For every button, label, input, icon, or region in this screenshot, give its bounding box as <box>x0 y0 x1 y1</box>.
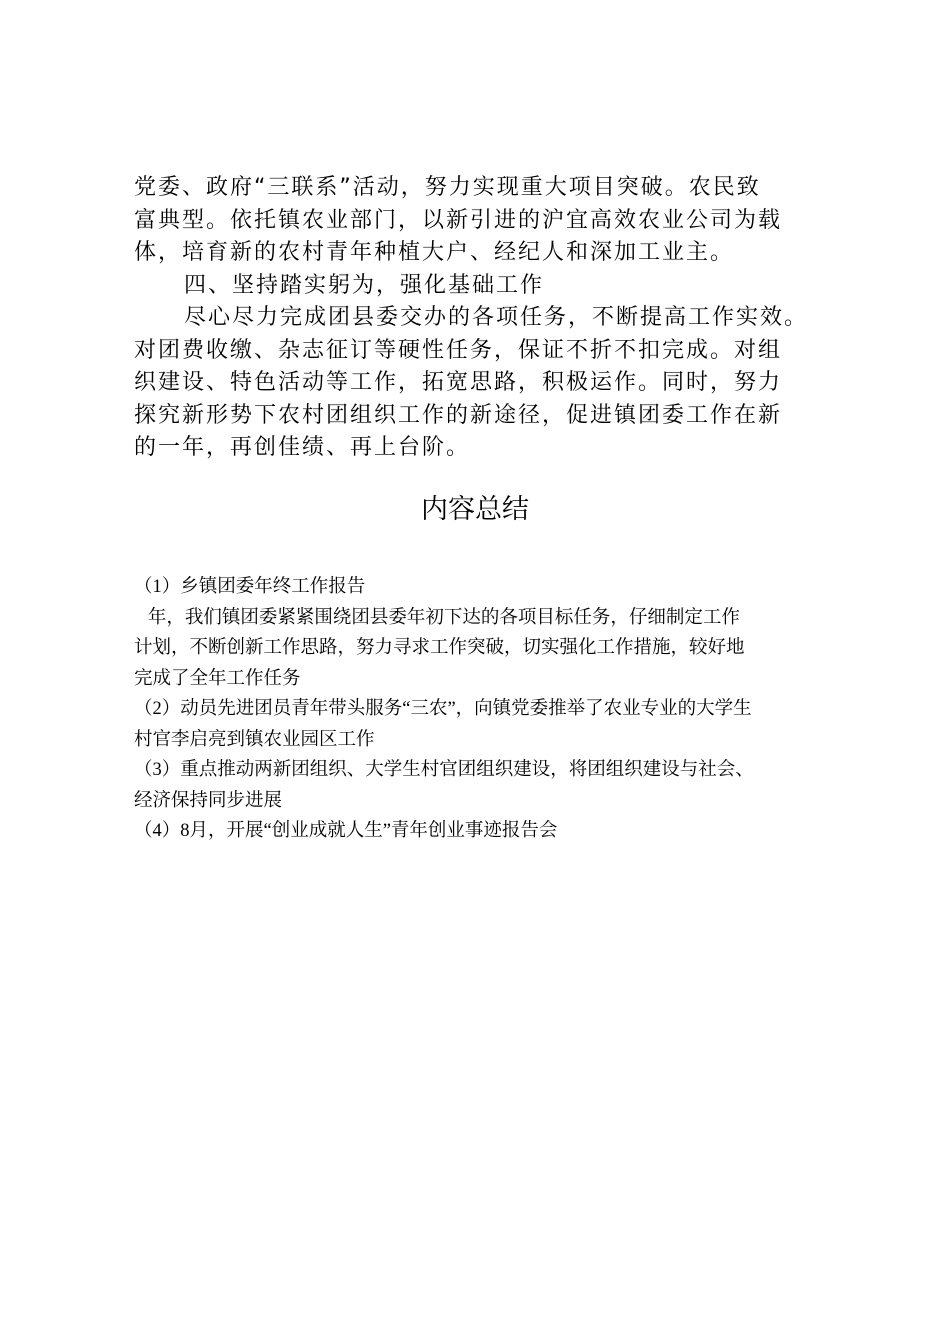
body-line: 党委、政府“三联系”活动，努力实现重大项目突破。农民致 <box>134 175 761 200</box>
summary-line: （4）8月，开展“创业成就人生”青年创业事迹报告会 <box>134 821 558 841</box>
body-line: 富典型。依托镇农业部门，以新引进的沪宜高效农业公司为载 <box>134 207 783 233</box>
summary-line: 计划，不断创新工作思路，努力寻求工作突破，切实强化工作措施，较好地 <box>134 638 745 658</box>
body-line: 探究新形势下农村团组织工作的新途径，促进镇团委工作在新 <box>134 402 783 428</box>
summary-line: 完成了全年工作任务 <box>134 668 301 689</box>
summary-line: （3）重点推动两新团组织、大学生村官团组织建设，将团组织建设与社会、 <box>134 760 754 780</box>
body-line: 织建设、特色活动等工作，拓宽思路，积极运作。同时，努力 <box>134 370 783 395</box>
summary-title: 内容总结 <box>421 494 529 525</box>
body-line: 对团费收缴、杂志征订等硬性任务，保证不折不扣完成。对组 <box>134 337 783 363</box>
body-text <box>134 172 834 465</box>
summary-line: （2）动员先进团员青年带头服务“三农”，向镇党委推举了农业专业的大学生 <box>134 699 752 719</box>
body-line: 的一年，再创佳绩、再上台阶。 <box>134 435 471 460</box>
body-line: 尽心尽力完成团县委交办的各项任务，不断提高工作实效。 <box>184 305 809 330</box>
summary-line: 经济保持同步进展 <box>134 790 283 811</box>
summary-line: 年，我们镇团委紧紧围绕团县委年初下达的各项目标任务，仔细制定工作 <box>134 607 740 628</box>
summary-line: 村官李启亮到镇农业园区工作 <box>134 729 375 750</box>
body-line: 体，培育新的农村青年种植大户、经纪人和深加工业主。 <box>134 240 735 265</box>
section-heading: 四、坚持踏实躬为，强化基础工作 <box>184 272 545 298</box>
summary-line: （1）乡镇团委年终工作报告 <box>134 577 366 597</box>
summary-list <box>134 572 834 847</box>
